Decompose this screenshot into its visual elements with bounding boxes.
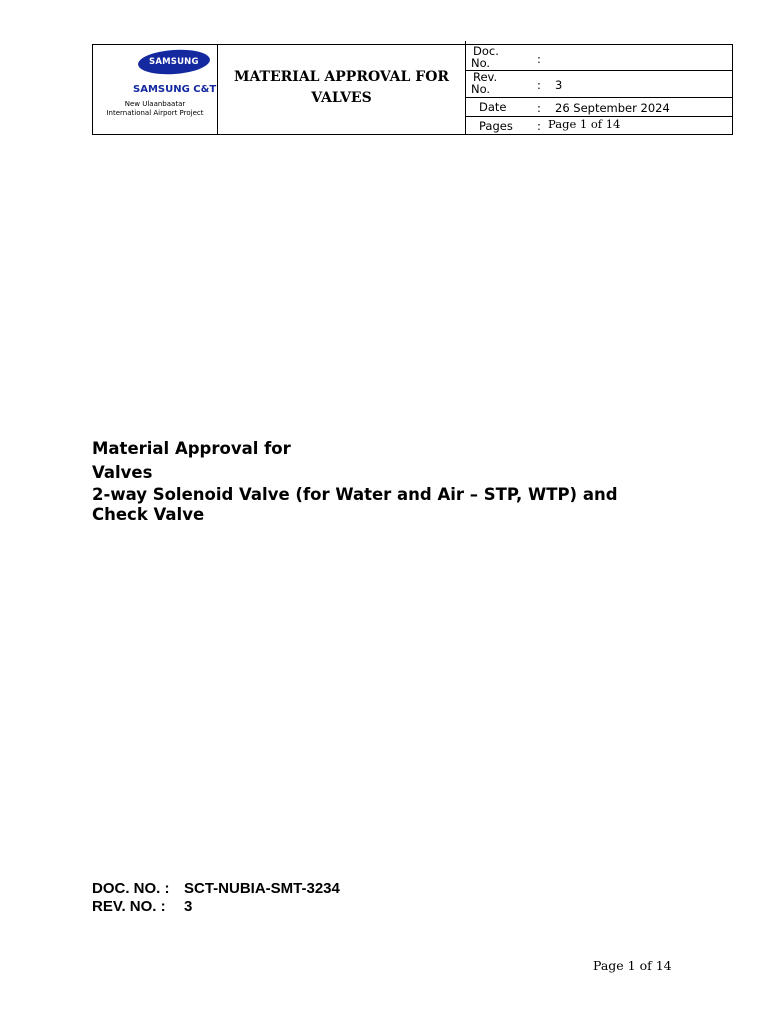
doc-no-label-line2: No. [471, 56, 491, 70]
samsung-logo [137, 48, 210, 77]
project-name-line1: New Ulaanbaatar [124, 100, 186, 108]
cover-title-line1: Material Approval for [92, 439, 291, 458]
project-name-line2: International Airport Project [106, 109, 204, 117]
pages-label: Pages [479, 119, 513, 133]
date-row [466, 98, 732, 117]
footer-page-number: Page 1 of 14 [593, 958, 672, 973]
pages-value: Page 1 of 14 [548, 117, 621, 131]
rev-no-label [473, 71, 497, 95]
project-name [95, 100, 215, 118]
rev-no-label-line2: No. [471, 82, 491, 96]
date-colon: : [537, 101, 541, 115]
rev-no-row [466, 71, 732, 98]
samsung-logo-text: SAMSUNG [149, 57, 199, 67]
header-title [218, 41, 466, 134]
date-value: 26 September 2024 [555, 101, 670, 115]
doc-no-row [466, 45, 732, 71]
header-title-line2: VALVES [311, 89, 372, 106]
doc-number-value: SCT-NUBIA-SMT-3234 [184, 880, 340, 897]
document-header-table [92, 44, 733, 135]
document-number-block [92, 880, 340, 916]
pages-row [466, 117, 732, 134]
rev-no-value: 3 [555, 78, 563, 92]
rev-number-label: REV. NO. : [92, 898, 166, 915]
header-title-line1: MATERIAL APPROVAL FOR [233, 68, 450, 85]
doc-no-label [473, 45, 499, 69]
doc-number-label: DOC. NO. : [92, 880, 170, 897]
doc-no-label-line1: Doc. [473, 44, 499, 58]
header-info-cell [466, 45, 732, 134]
cover-subtitle: 2-way Solenoid Valve (for Water and Air – STP, WTP) and Check Valve [92, 485, 618, 524]
rev-no-colon: : [537, 78, 541, 92]
cover-title-line2: Valves [92, 463, 153, 482]
date-label: Date [479, 100, 507, 114]
company-name: SAMSUNG C&T [133, 84, 217, 95]
cover-title-block [92, 438, 672, 525]
logo-cell [93, 45, 218, 134]
doc-number-row [92, 880, 340, 898]
rev-number-value: 3 [184, 898, 193, 915]
rev-number-row [92, 898, 340, 916]
doc-no-colon: : [537, 52, 541, 66]
rev-no-label-line1: Rev. [473, 70, 498, 84]
pages-colon: : [537, 119, 541, 133]
